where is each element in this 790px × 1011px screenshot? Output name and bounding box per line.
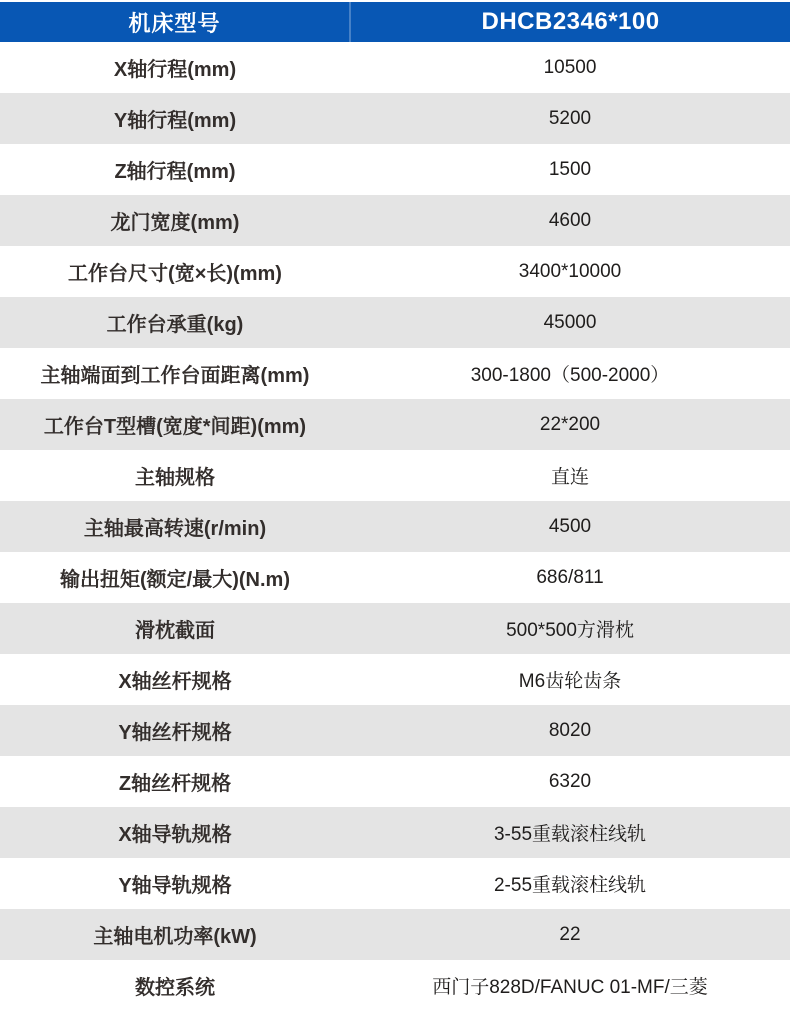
spec-label: Y轴行程(mm) xyxy=(113,110,237,132)
table-row xyxy=(0,450,790,501)
table-row xyxy=(0,909,790,960)
table-row xyxy=(0,348,790,399)
spec-label: X轴行程(mm) xyxy=(113,59,237,81)
table-row xyxy=(0,756,790,807)
table-row xyxy=(0,501,790,552)
spec-label: Z轴行程(mm) xyxy=(114,161,236,183)
machine-spec-table xyxy=(0,2,790,1011)
spec-value: M6齿轮齿条 xyxy=(518,671,622,692)
spec-value: 45000 xyxy=(543,311,597,333)
table-row xyxy=(0,960,790,1011)
table-row xyxy=(0,246,790,297)
spec-label: 滑枕截面 xyxy=(135,620,215,642)
spec-label: 工作台承重(kg) xyxy=(106,314,244,336)
spec-value: 10500 xyxy=(543,56,597,78)
spec-label: 主轴端面到工作台面距离(mm) xyxy=(40,365,310,387)
table-row xyxy=(0,807,790,858)
spec-value: 4600 xyxy=(548,209,592,231)
spec-label: 主轴规格 xyxy=(135,467,215,489)
machine-model-number: DHCB2346*100 xyxy=(349,2,790,42)
spec-label: 工作台T型槽(宽度*间距)(mm) xyxy=(43,416,307,438)
table-body xyxy=(0,42,790,1011)
table-row xyxy=(0,603,790,654)
spec-value: 1500 xyxy=(548,158,592,180)
spec-value: 3400*10000 xyxy=(518,260,622,282)
spec-value: 300-1800（500-2000） xyxy=(470,365,670,386)
spec-value: 8020 xyxy=(548,719,592,741)
spec-label: 工作台尺寸(宽×长)(mm) xyxy=(68,263,282,285)
table-row xyxy=(0,93,790,144)
table-row xyxy=(0,654,790,705)
table-row xyxy=(0,552,790,603)
spec-value: 2-55重载滚柱线轨 xyxy=(493,875,647,896)
spec-label: Z轴丝杆规格 xyxy=(118,773,232,795)
spec-value: 4500 xyxy=(548,515,592,537)
spec-value: 直连 xyxy=(550,467,589,488)
table-row xyxy=(0,399,790,450)
spec-value: 3-55重载滚柱线轨 xyxy=(493,824,647,845)
spec-label: Y轴丝杆规格 xyxy=(118,722,232,744)
spec-label: 主轴电机功率(kW) xyxy=(93,926,257,948)
machine-model-header-label: 机床型号 xyxy=(128,10,221,36)
spec-label: Y轴导轨规格 xyxy=(118,875,232,897)
spec-label: 数控系统 xyxy=(135,977,215,999)
spec-value: 500*500方滑枕 xyxy=(506,620,634,641)
spec-label: 龙门宽度(mm) xyxy=(110,212,240,234)
spec-value: 686/811 xyxy=(536,566,604,588)
spec-value: 5200 xyxy=(548,107,592,129)
spec-label: X轴导轨规格 xyxy=(118,824,232,846)
table-row xyxy=(0,42,790,93)
table-row xyxy=(0,858,790,909)
spec-value: 6320 xyxy=(548,770,592,792)
table-row xyxy=(0,297,790,348)
spec-value: 西门子828D/FANUC 01-MF/三菱 xyxy=(432,977,708,998)
spec-value: 22*200 xyxy=(539,413,601,435)
spec-label: 主轴最高转速(r/min) xyxy=(83,518,267,540)
table-row xyxy=(0,144,790,195)
table-row xyxy=(0,195,790,246)
spec-label: 输出扭矩(额定/最大)(N.m) xyxy=(60,569,290,591)
table-header-row xyxy=(0,2,790,42)
spec-label: X轴丝杆规格 xyxy=(118,671,232,693)
spec-value: 22 xyxy=(559,923,581,945)
table-row xyxy=(0,705,790,756)
